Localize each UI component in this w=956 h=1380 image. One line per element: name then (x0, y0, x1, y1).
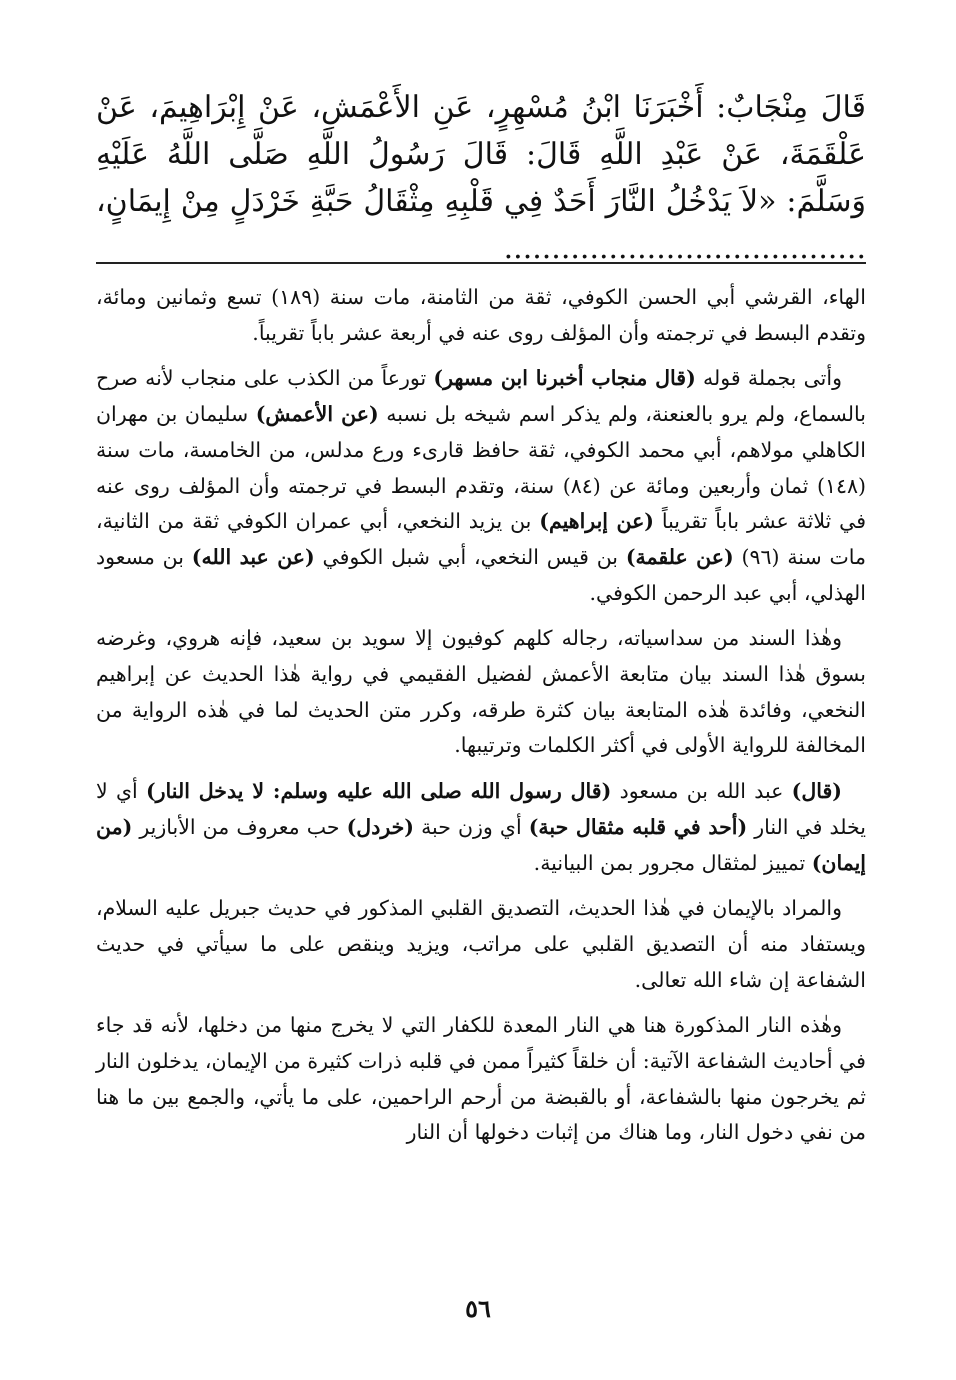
commentary-paragraph-1 (96, 280, 866, 351)
commentary-p2-bold-2: (عن الأعمش) (255, 402, 379, 427)
commentary-p3-text: وهٰذا السند من سداسياته، رجاله كلهم كوفيون إلا سويد بن سعيد، فإنه هروي، وغرضه بسوق هٰذا السند بيان متابعة الأعمش لفضيل الفقيمي في رواية هٰذا الحديث عن إبراهيم النخعي، وفائدة هٰذه المتابعة بيان كثرة طرقه، وكرر متن الحديث لما في هٰذه الرواية من المخالفة للرواية الأولى في أكثر الكلمات وترتيبها. (96, 626, 866, 758)
commentary-p4-text-c: أي لا يخلد في النار (96, 779, 866, 839)
commentary-p1-text: الهاء، القرشي أبي الحسن الكوفي، ثقة من الثامنة، مات سنة (١٨٩) تسع وثمانين ومائة، وتقدم البسط في ترجمته وأن المؤلف روى عنه في أربعة عشر باباً تقريباً. (96, 285, 867, 345)
commentary-p4-bold-3: (أحد في قلبه مثقال حبة) (528, 814, 748, 839)
commentary-p4-bold-1: (قال) (791, 779, 843, 804)
commentary-paragraph-5 (96, 891, 866, 998)
commentary-p4-bold-2: (قال رسول الله صلى الله عليه وسلم: لا يدخل النار) (145, 779, 612, 804)
commentary-p2-bold-4: (عن علقمة) (625, 544, 734, 569)
commentary-p4-text-f: تمييز لمثقال مجرور بمن البيانية. (533, 850, 812, 875)
commentary-p4-bold-5: (من إيمان) (96, 814, 866, 875)
commentary-paragraph-4 (96, 774, 866, 881)
commentary-p2-text-g: بن مسعود الهذلي، أبي عبد الرحمن الكوفي. (96, 544, 866, 605)
commentary-p5-text: والمراد بالإيمان في هٰذا الحديث، التصديق القلبي المذكور في حديث جبريل عليه السلام، ويستفاد منه أن التصديق القلبي على مراتب، ويزيد وينقص على ما سيأتي في حديث الشفاعة إن شاء الله تعالى. (96, 896, 866, 992)
commentary-p2-bold-3: (عن إبراهيم) (539, 509, 654, 534)
commentary-p2-text-a: وأتى بجملة قوله (695, 366, 842, 391)
commentary-block (96, 280, 866, 1161)
footnote-divider (96, 262, 866, 264)
commentary-paragraph-6 (96, 1008, 866, 1151)
page-number: ٥٦ (465, 1294, 491, 1323)
commentary-p6-text: وهٰذه النار المذكورة هنا هي النار المعدة للكفار التي لا يخرج منها من دخلها، لأنه قد جاء في أحاديث الشفاعة الآتية: أن خلقاً كثيراً ممن في قلبه ذرات كثيرة من الإيمان، يدخلون النار ثم يخرجون منها بالشفاعة، أو بالقبضة من أرحم الراحمين، على ما يأتي، والجمع بين ما هنا من نفي دخول النار، وما هناك من إثبات دخولها أن النار (95, 1013, 866, 1145)
commentary-paragraph-2 (96, 361, 866, 611)
commentary-paragraph-3 (96, 621, 866, 764)
commentary-p2-text-f: بن قيس النخعي، أبي شبل الكوفي (314, 544, 626, 569)
commentary-p4-text-d: أي وزن حبة (414, 814, 529, 839)
hadith-text: قَالَ مِنْجَابٌ: أَخْبَرَنَا ابْنُ مُسْهِرٍ، عَنِ الأَعْمَشِ، عَنْ إِبْرَاهِيمَ، عَنْ عَلْقَمَةَ، عَنْ عَبْدِ اللَّهِ قَالَ: قَالَ رَسُولُ اللَّهِ صَلَّى اللَّهُ عَلَيْهِ وَسَلَّمَ: «لاَ يَدْخُلُ النَّارَ أَحَدٌ فِي قَلْبِهِ مِثْقَالُ حَبَّةِ خَرْدَلٍ مِنْ إِيمَانٍ، (96, 90, 866, 219)
commentary-p4-text-e: حب معروف من الأبازير (132, 814, 347, 839)
commentary-p2-bold-5: (عن عبد الله) (191, 544, 315, 569)
hadith-text-block (96, 84, 866, 266)
document-page (96, 84, 866, 1334)
commentary-p4-bold-4: (خردل) (346, 814, 414, 839)
commentary-p2-text-d: سليمان بن مهران الكاهلي مولاهم، أبي محمد الكوفي، ثقة حافظ قارىء ورع مدلس، من الخامسة، مات سنة (١٤٨) ثمان وأربعين ومائة عن (٨٤) سنة، وتقدم البسط في ترجمته وأن المؤلف روى عنه في ثلاثة عشر باباً تقريباً (96, 402, 866, 534)
commentary-p2-text-e: بن يزيد النخعي، أبي عمران الكوفي ثقة من الثانية، مات سنة (٩٦) (96, 509, 866, 569)
commentary-p2-bold-1: (قال منجاب أخبرنا ابن مسهر) (433, 366, 696, 391)
commentary-p4-text-a: عبد الله بن مسعود (611, 779, 792, 804)
commentary-p2-text-c: تورعاً من الكذب على منجاب لأنه صرح بالسماع، ولم يرو بالعنعنة، ولم يذكر اسم شيخه بل نسبه (96, 366, 866, 427)
hadith-continuation-dots: ...................................... (503, 231, 866, 266)
